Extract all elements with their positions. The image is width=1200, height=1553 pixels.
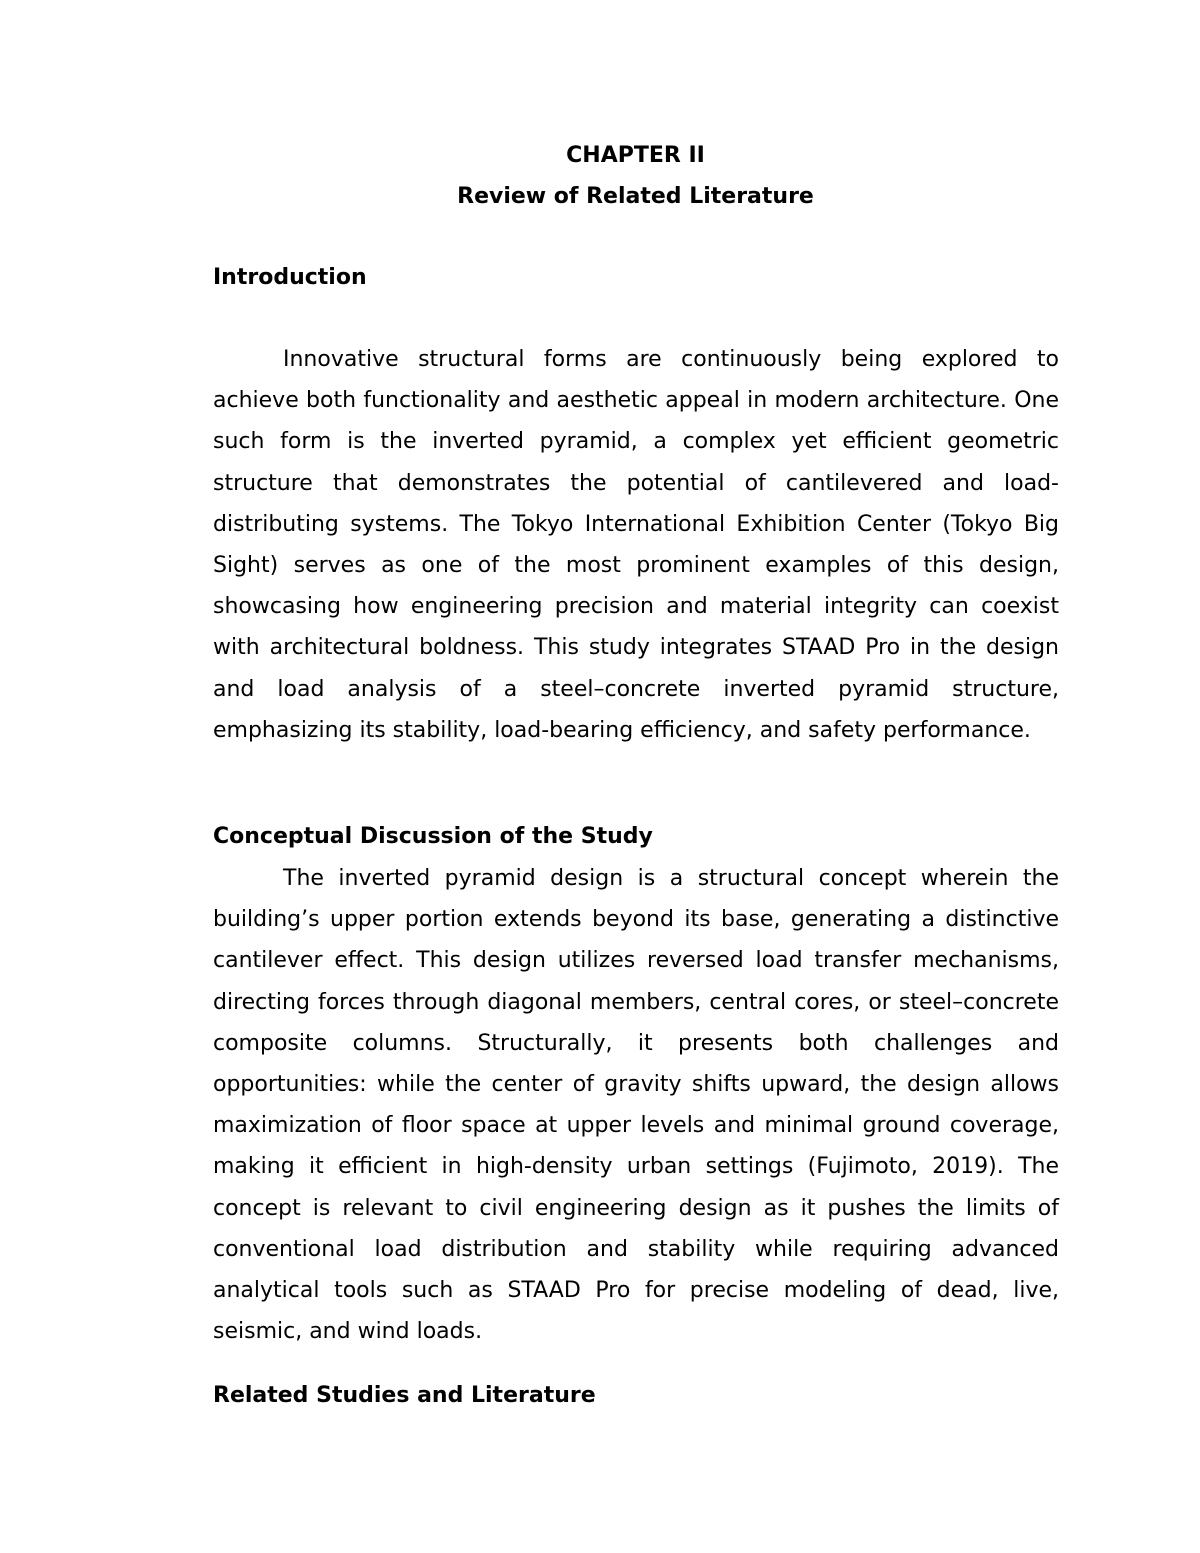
section-heading-introduction: Introduction [213,265,367,290]
introduction-paragraph: Innovative structural forms are continuously being explored to achieve both functionality and aesthetic appeal in modern architecture. One such form is the inverted pyramid, a complex yet efficient geometric structure that demonstrates the potential of cantilevered and load-distributing systems. The Tokyo International Exhibition Center (Tokyo Big Sight) serves as one of the most prominent examples of this design, showcasing how engineering precision and material integrity can coexist with architectural boldness. This study integrates STAAD Pro in the design and load analysis of a steel–concrete inverted pyramid structure, emphasizing its stability, load-bearing efficiency, and safety performance. [213,347,1059,743]
conceptual-discussion-paragraph: The inverted pyramid design is a structural concept wherein the building’s upper portion extends beyond its base, generating a distinctive cantilever effect. This design utilizes reversed load transfer mechanisms, directing forces through diagonal members, central cores, or steel–concrete composite columns. Structurally, it presents both challenges and opportunities: while the center of gravity shifts upward, the design allows maximization of floor space at upper levels and minimal ground coverage, making it efficient in high-density urban settings (Fujimoto, 2019). The concept is relevant to civil engineering design as it pushes the limits of conventional load distribution and stability while requiring advanced analytical tools such as STAAD Pro for precise modeling of dead, live, seismic, and wind loads. [213,866,1059,1345]
section-heading-related-studies: Related Studies and Literature [213,1383,596,1408]
section-heading-conceptual-discussion: Conceptual Discussion of the Study [213,824,653,849]
chapter-number: CHAPTER II [566,143,705,168]
chapter-title: Review of Related Literature [457,184,814,209]
